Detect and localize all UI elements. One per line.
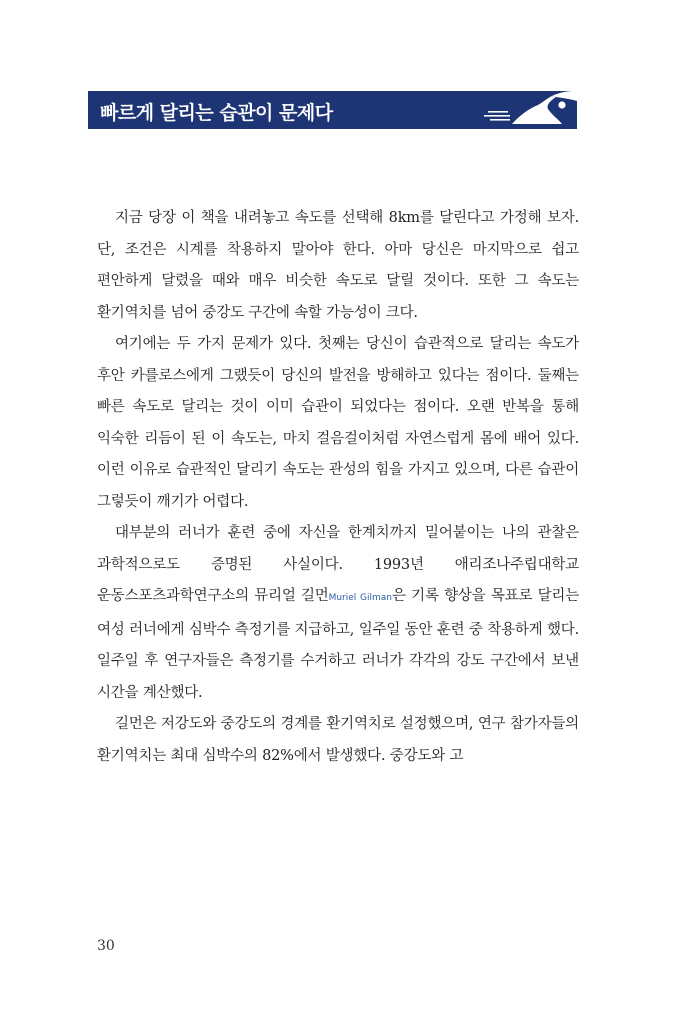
paragraph-3 xyxy=(97,518,579,709)
paragraph-4-text: 길먼은 저강도와 중강도의 경계를 환기역치로 설정했으며, 연구 참가자들의 환기역치는 최대 심박수의 82%에서 발생했다. 중강도와 고 xyxy=(97,716,579,764)
paragraph-3-text-start: 대부분의 러너가 훈련 중에 자신을 한계치까지 밀어붙이는 나의 관찰은 과학적으로도 증명된 사실이다. 1993년 애리조나주립대학교 운동스포츠과학연구소의 뮤리얼 길먼 xyxy=(97,525,579,604)
chapter-header-banner xyxy=(88,91,577,129)
runner-silhouette-icon xyxy=(482,91,577,129)
paragraph-2-text: 여기에는 두 가지 문제가 있다. 첫째는 당신이 습관적으로 달리는 속도가 후안 카를로스에게 그랬듯이 당신의 발전을 방해하고 있다는 점이다. 둘째는 빠른 속도로 달리는 것이 이미 습관이 되었다는 점이다. 오랜 반복을 통해 익숙한 리듬이 된 이 속도는, 마치 걸음걸이처럼 자연스럽게 몸에 배어 있다. 이런 이유로 습관적인 달리기 속도는 관성의 힘을 가지고 있으며, 다른 습관이 그렇듯이 깨기가 어렵다. xyxy=(97,336,579,510)
paragraph-1-text: 지금 당장 이 책을 내려놓고 속도를 선택해 8km를 달린다고 가정해 보자. 단, 조건은 시계를 착용하지 말아야 한다. 아마 당신은 마지막으로 쉽고 편안하게 달렸을 때와 매우 비슷한 속도로 달릴 것이다. 또한 그 속도는 환기역치를 넘어 중강도 구간에 속할 가능성이 크다. xyxy=(97,210,579,321)
page-number: 30 xyxy=(97,938,115,954)
inline-english-name: Muriel Gilman xyxy=(328,593,393,603)
paragraph-1 xyxy=(97,203,579,329)
paragraph-2 xyxy=(97,329,579,518)
section-title: 빠르게 달리는 습관이 문제다 xyxy=(100,102,333,124)
paragraph-3-text-end: 은 기록 향상을 목표로 달리는 여성 러너에게 심박수 측정기를 지급하고, 일주일 동안 훈련 중 착용하게 했다. 일주일 후 연구자들은 측정기를 수거하고 러너가 각각의 강도 구간에서 보낸 시간을 계산했다. xyxy=(97,588,579,701)
body-text xyxy=(97,203,579,772)
paragraph-4 xyxy=(97,709,579,772)
